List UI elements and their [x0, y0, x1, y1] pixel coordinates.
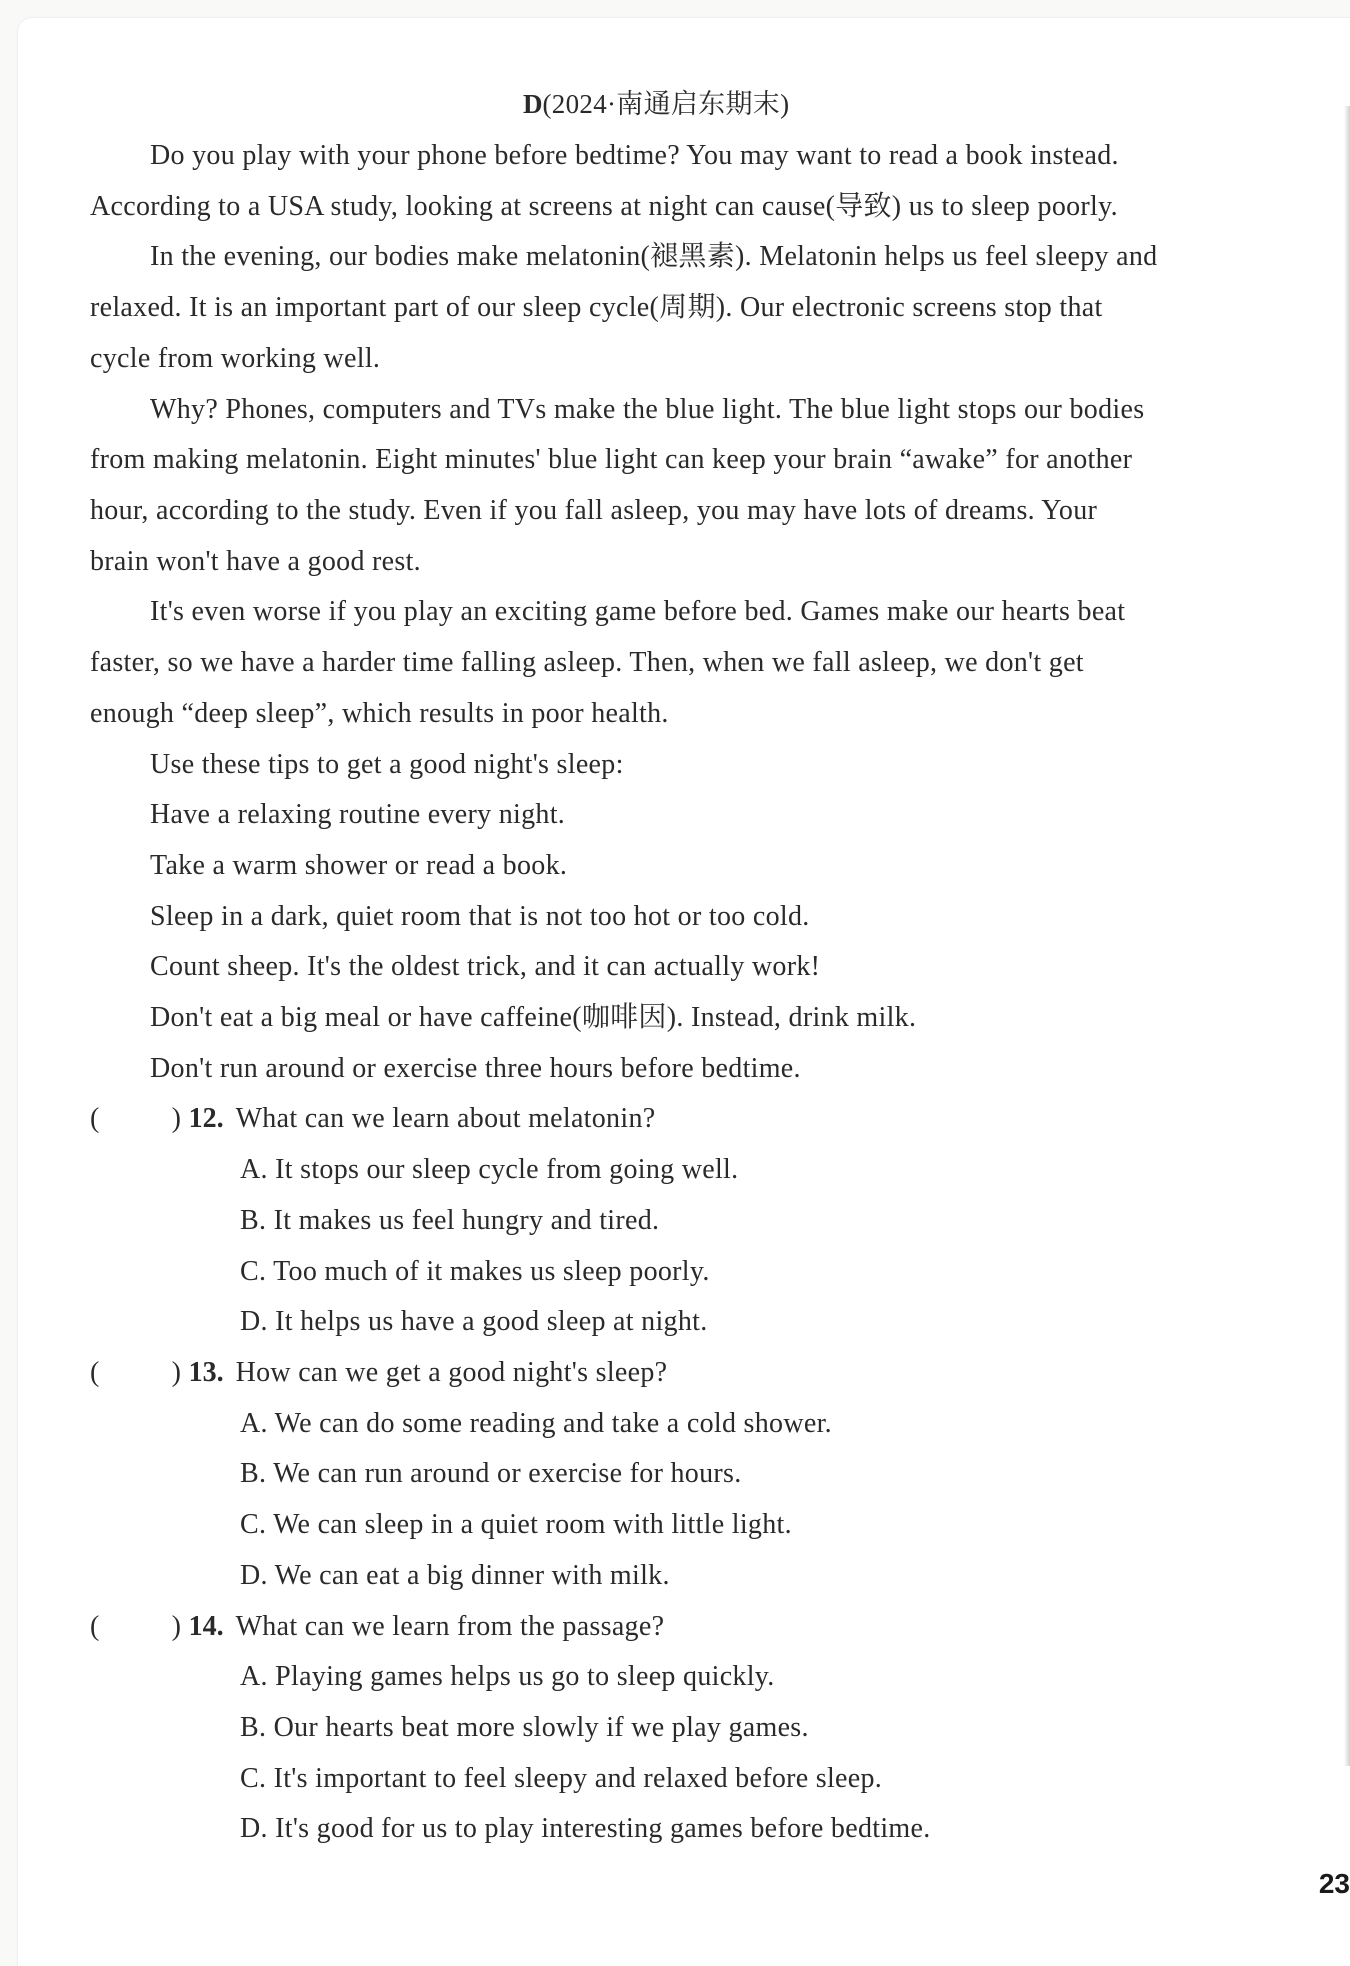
answer-blank-close: ): [171, 1103, 182, 1134]
tip-item: Count sheep. It's the oldest trick, and it can actually work!: [150, 951, 821, 982]
option-d: D. It helps us have a good sleep at night.: [240, 1306, 708, 1337]
question-stem: What can we learn about melatonin?: [235, 1103, 656, 1134]
page-number: 23: [1318, 1868, 1350, 1899]
question-13: [90, 1356, 667, 1390]
answer-blank-open: (: [90, 1103, 100, 1134]
option-c: C. Too much of it makes us sleep poorly.: [240, 1256, 710, 1287]
passage-line: from making melatonin. Eight minutes' blue light can keep your brain “awake” for another: [90, 444, 1133, 475]
passage-line: faster, so we have a harder time falling asleep. Then, when we fall asleep, we don't get: [90, 647, 1084, 678]
passage-line: It's even worse if you play an exciting game before bed. Games make our hearts beat: [150, 596, 1126, 627]
answer-blank-open: (: [90, 1357, 100, 1388]
tip-item: Take a warm shower or read a book.: [150, 850, 568, 881]
option-a: A. It stops our sleep cycle from going well.: [240, 1154, 739, 1185]
passage-line: hour, according to the study. Even if you fall asleep, you may have lots of dreams. Your: [90, 495, 1098, 526]
option-a: A. We can do some reading and take a cold shower.: [240, 1408, 832, 1439]
tip-item: Don't eat a big meal or have caffeine(咖啡因). Instead, drink milk.: [150, 1002, 917, 1033]
answer-blank-open: (: [90, 1611, 100, 1642]
option-d: D. It's good for us to play interesting games before bedtime.: [240, 1813, 931, 1844]
question-number: 14.: [188, 1611, 224, 1642]
passage-line: cycle from working well.: [90, 343, 381, 374]
option-d: D. We can eat a big dinner with milk.: [240, 1560, 670, 1591]
tip-item: Don't run around or exercise three hours before bedtime.: [150, 1053, 801, 1084]
passage-line: Do you play with your phone before bedtime? You may want to read a book instead.: [150, 140, 1119, 171]
passage-line: relaxed. It is an important part of our sleep cycle(周期). Our electronic screens stop that: [90, 292, 1103, 323]
question-stem: What can we learn from the passage?: [235, 1611, 665, 1642]
answer-blank-close: ): [171, 1611, 182, 1642]
passage-line: brain won't have a good rest.: [90, 546, 421, 577]
question-12: [90, 1102, 655, 1136]
option-c: C. It's important to feel sleepy and relaxed before sleep.: [240, 1763, 883, 1794]
option-a: A. Playing games helps us go to sleep quickly.: [240, 1661, 775, 1692]
answer-blank-close: ): [171, 1357, 182, 1388]
page-edge-shadow: [1344, 106, 1350, 1766]
question-stem: How can we get a good night's sleep?: [235, 1357, 668, 1388]
option-b: B. It makes us feel hungry and tired.: [240, 1205, 660, 1236]
option-c: C. We can sleep in a quiet room with little light.: [240, 1509, 792, 1540]
option-b: B. We can run around or exercise for hours.: [240, 1458, 742, 1489]
tip-item: Have a relaxing routine every night.: [150, 799, 566, 830]
passage-line: enough “deep sleep”, which results in poor health.: [90, 698, 669, 729]
section-title: D(2024·南通启东期末): [523, 89, 790, 119]
tip-item: Sleep in a dark, quiet room that is not too hot or too cold.: [150, 901, 810, 932]
question-14: [90, 1610, 664, 1644]
question-number: 13.: [188, 1357, 224, 1388]
tips-intro: Use these tips to get a good night's sleep:: [150, 749, 624, 780]
passage-line: In the evening, our bodies make melatonin(褪黑素). Melatonin helps us feel sleepy and: [150, 241, 1158, 272]
question-number: 12.: [188, 1103, 224, 1134]
passage-line: According to a USA study, looking at screens at night can cause(导致) us to sleep poorly.: [90, 191, 1118, 222]
passage-line: Why? Phones, computers and TVs make the blue light. The blue light stops our bodies: [150, 394, 1145, 425]
option-b: B. Our hearts beat more slowly if we play games.: [240, 1712, 809, 1743]
